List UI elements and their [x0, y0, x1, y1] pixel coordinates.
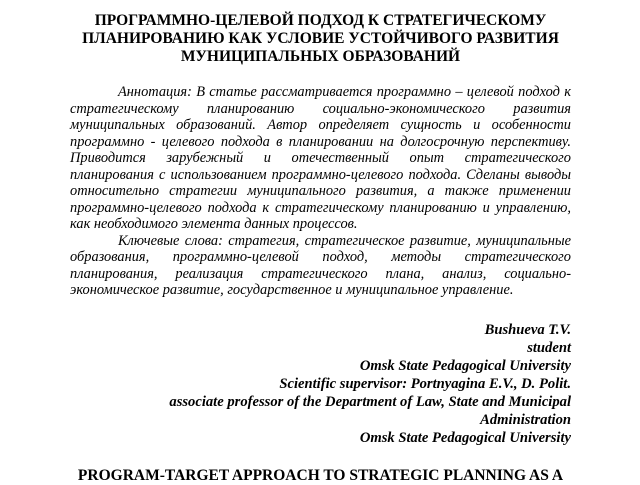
author-status: student	[527, 339, 571, 356]
article-title	[70, 12, 571, 66]
title-line: ПРОГРАММНО-ЦЕЛЕВОЙ ПОДХОД К СТРАТЕГИЧЕСКОМУ	[94, 12, 547, 29]
author-block	[70, 321, 571, 447]
annotation-paragraph: Аннотация: В статье рассматривается программно – целевой подход к стратегическому планированию социально-экономического развития муниципальных образований. Автор определяет сущность и особенности программно - целевого подхода в планировании на долгосрочную перспективу. Приводится зарубежный и отечественный опыт стратегического планирования с использованием программно-целевого подхода. Сделаны выводы относительно стратегии муниципального развития, а также применении программно-целевого подхода к стратегическому планированию и управлению, как необходимого элемента данных процессов.	[70, 84, 571, 232]
supervisor-affiliation: Omsk State Pedagogical University	[359, 429, 571, 446]
keywords-paragraph: Ключевые слова: стратегия, стратегическое развитие, муниципальные образования, программно-целевой подход, методы стратегического планирования, реализация стратегического плана, анализ, социально-экономическое развитие, государственное и муниципальное управление.	[70, 232, 571, 298]
author-name: Bushueva T.V.	[484, 321, 571, 338]
title-line: МУНИЦИПАЛЬНЫХ ОБРАЗОВАНИЙ	[180, 48, 461, 65]
english-title: PROGRAM-TARGET APPROACH TO STRATEGIC PLANNING AS A	[77, 466, 564, 484]
title-line: ПЛАНИРОВАНИЮ КАК УСЛОВИЕ УСТОЙЧИВОГО РАЗВИТИЯ	[82, 30, 559, 47]
document-page	[70, 12, 571, 485]
author-affiliation: Omsk State Pedagogical University	[359, 357, 571, 374]
supervisor-position: associate professor of the Department of Law, State and Municipal	[169, 393, 571, 410]
scientific-supervisor: Scientific supervisor: Portnyagina E.V., D. Polit.	[279, 375, 571, 392]
supervisor-position-cont: Administration	[480, 411, 571, 428]
